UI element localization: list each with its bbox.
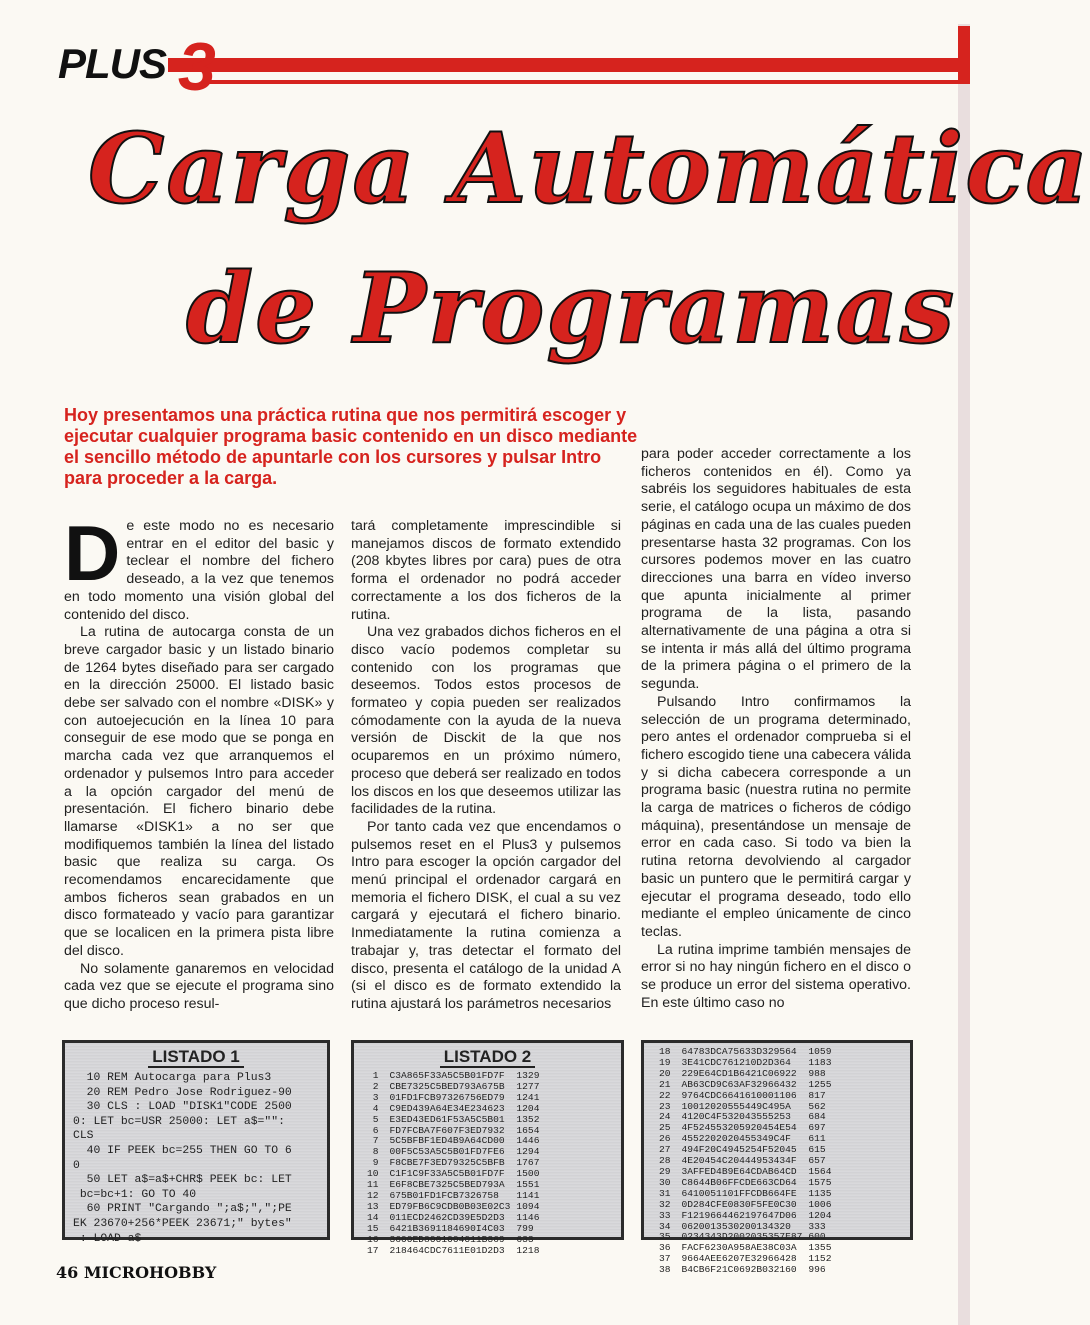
- checksum: 684: [808, 1111, 826, 1123]
- line-number: 11: [367, 1179, 379, 1191]
- hex-data: ED79FB6C9CDB0B03E02C3: [389, 1200, 511, 1212]
- checksum: 1241: [516, 1091, 540, 1103]
- line-number: 35: [659, 1231, 671, 1243]
- listing-row: [656, 1211, 834, 1222]
- hex-data: C8644B06FFCDE663CD64: [681, 1176, 797, 1188]
- hex-data: F1219664462197647D06: [681, 1209, 797, 1221]
- article-intro: [64, 405, 644, 489]
- checksum: 615: [808, 1144, 826, 1156]
- checksum: 817: [808, 1089, 826, 1101]
- listing-3-table: [656, 1047, 834, 1276]
- listing-1-box: [62, 1040, 330, 1245]
- hex-data: 229E64CD1B6421C06922: [681, 1067, 797, 1079]
- checksum: 1654: [516, 1124, 540, 1136]
- checksum: 799: [516, 1222, 534, 1234]
- paragraph: Una vez grabados dichos ficheros en el disco vacío podemos completar su contenido con los programas que deseemos. Todos estos procesos de formateo y copia pueden ser realizados cómodamente con la ayuda de la nueva versión de Disckit de la que nos ocuparemos en un próximo número, proceso que deberá ser realizado en todos los discos en los que deseemos utilizar las facilidades de la rutina.: [351, 624, 621, 818]
- paragraph: No solamente ganaremos en velocidad cada vez que se ejecute el programa sino que dicho proceso resul-: [64, 960, 334, 1012]
- paragraph: Por tanto cada vez que encendamos o pulsemos reset en el Plus3 y pulsemos Intro para escoger la opción cargador del menú principal el ordenador cargará en memoria el fichero DISK, el cual a su vez cargará y ejecutará el fichero binario. Inmediatamente la rutina comienza a trabajar y, tras detectar el formato del disco, presenta el catálogo de la unidad A (si el disco es de formato extendido la rutina ajustará los parámetros necesarios: [351, 818, 621, 1012]
- checksum: 1446: [516, 1135, 540, 1147]
- checksum: 1500: [516, 1168, 540, 1180]
- header-rule: [168, 58, 958, 72]
- paragraph: tará completamente imprescindible si manejamos discos de formato extendido (208 kbytes libres por cara) pues de otra forma el ordenador no podrá acceder correctamente a los dos ficheros de la rutina.: [351, 518, 621, 623]
- checksum: 611: [808, 1133, 826, 1145]
- hex-data: C1F1C9F33A5C5B01FD7F: [389, 1168, 505, 1180]
- line-number: 6: [372, 1124, 379, 1136]
- hex-data: CBE7325C5BED793A675B: [389, 1080, 505, 1092]
- listing-2-box: [351, 1040, 624, 1256]
- hex-data: 0234343D2002035357E87: [681, 1231, 803, 1243]
- checksum: 996: [808, 1264, 826, 1276]
- line-number: 37: [659, 1253, 671, 1265]
- hex-data: 3AFFED4B9E64CDAB64CD: [681, 1165, 797, 1177]
- line-number: 7: [372, 1135, 379, 1147]
- line-number: 38: [659, 1264, 671, 1276]
- hex-data: FD7FCBA7F607F3ED7932: [389, 1124, 505, 1136]
- checksum: 1135: [808, 1187, 832, 1199]
- checksum: 633: [516, 1233, 534, 1245]
- hex-data: 4E20454C20444953434F: [681, 1155, 797, 1167]
- line-number: 23: [659, 1100, 671, 1112]
- checksum: 1355: [808, 1242, 832, 1254]
- checksum: 1277: [516, 1080, 540, 1092]
- listing-2-table: [364, 1071, 542, 1256]
- header-rule-thin: [205, 80, 958, 84]
- line-number: 22: [659, 1089, 671, 1101]
- line-number: 26: [659, 1133, 671, 1145]
- checksum: 1146: [516, 1211, 540, 1223]
- line-number: 19: [659, 1056, 671, 1068]
- line-number: 10: [367, 1168, 379, 1180]
- checksum: 1329: [516, 1070, 540, 1081]
- hex-data: C3A865F33A5C5B01FD7F: [389, 1070, 505, 1081]
- checksum: 1564: [808, 1165, 832, 1177]
- line-number: 4: [372, 1102, 379, 1114]
- hex-data: 6421B3691184690I4C03: [389, 1222, 505, 1234]
- hex-data: B4CB6F21C0692B032160: [681, 1264, 797, 1276]
- checksum: 1218: [516, 1244, 540, 1256]
- paragraph-text: e este modo no es necesario entrar en el editor del basic y teclear el nombre del fichero deseado, a la vez que tenemos en todo momento una visión global del contenido del disco.: [64, 518, 334, 623]
- line-number: 13: [367, 1200, 379, 1212]
- hex-data: 675B01FD1FCB7326758: [389, 1189, 499, 1201]
- paragraph: Pulsando Intro confirmamos la selección de un programa determinado, pero antes el ordenador comprueba si el fichero escogido tiene una cabecera válida y si dicha cabecera corresponde a un programa basic (nuestra rutina no permite la carga de matrices o ficheros de código máquina), presentándose un mensaje de error en cada caso. Si todo va bien la rutina retorna devolviendo al cargador basic un puntero que le permitirá cargar y ejecutar el programa deseado, todo ello mediante el empleo únicamente de cinco teclas.: [641, 693, 911, 940]
- paragraph: [64, 509, 334, 624]
- page-edge-tab: [958, 26, 970, 84]
- listing-row: [364, 1115, 542, 1126]
- hex-data: FACF6230A958AE38C03A: [681, 1242, 797, 1254]
- hex-data: E6F8CBE7325C5BED793A: [389, 1179, 505, 1191]
- line-number: 1: [372, 1070, 379, 1081]
- line-number: 16: [367, 1233, 379, 1245]
- line-number: 30: [659, 1176, 671, 1188]
- drop-cap: D: [64, 509, 121, 597]
- hex-data: E3ED43ED61F53A5C5B01: [389, 1113, 505, 1125]
- checksum: 1551: [516, 1179, 540, 1191]
- hex-data: 3600ED8001004011B369: [389, 1233, 505, 1245]
- line-number: 14: [367, 1211, 379, 1223]
- checksum: 333: [808, 1220, 826, 1232]
- listing-row: [364, 1104, 542, 1115]
- checksum: 1255: [808, 1078, 832, 1090]
- checksum: 1294: [516, 1146, 540, 1158]
- section-label-three: 3: [178, 29, 216, 105]
- listing-row: [656, 1080, 834, 1091]
- listing-2-title: LISTADO 2: [354, 1047, 621, 1067]
- checksum: 988: [808, 1067, 826, 1079]
- line-number: 17: [367, 1244, 379, 1256]
- checksum: 562: [808, 1100, 826, 1112]
- body-column-3: [641, 446, 911, 1013]
- listing-1-code: 10 REM Autocarga para Plus3 20 REM Pedro Jose Rodriguez-90 30 CLS : LOAD "DISK1"CODE 2500 0: LET bc=USR 25000: LET a$="": CLS 40 IF PEEK bc=255 THEN GO TO 6 0 50 LET a$=a$+CHR$ PEEK bc: LET bc=bc+1: GO TO 40 60 PRINT "Cargando ";a$;",";PE EK 23670+256*PEEK 23671;" bytes" : LOAD a$: [73, 1072, 292, 1245]
- line-number: 18: [659, 1046, 671, 1057]
- hex-data: 4F524553205920454E54: [681, 1122, 797, 1134]
- body-column-2: [351, 518, 621, 1014]
- checksum: 1094: [516, 1200, 540, 1212]
- line-number: 24: [659, 1111, 671, 1123]
- hex-data: 3E41CDC761210D2D364: [681, 1056, 791, 1068]
- line-number: 3: [372, 1091, 379, 1103]
- line-number: 29: [659, 1165, 671, 1177]
- hex-data: 4552202020455349C4F: [681, 1133, 791, 1145]
- line-number: 21: [659, 1078, 671, 1090]
- line-number: 9: [372, 1157, 379, 1169]
- checksum: 1152: [808, 1253, 832, 1265]
- line-number: 31: [659, 1187, 671, 1199]
- paragraph: La rutina de autocarga consta de un breve cargador basic y un listado binario de 1264 bytes diseñado para ser cargado en la dirección 25000. El listado basic debe ser salvado con el nombre «DISK» y con autoejecución en la línea 10 para conseguir de ese modo que se ponga en marcha cada vez que arranquemos el ordenador y pulsemos Intro para acceder a la opción cargador del menú de presentación. El fichero binario debe llamarse «DISK1» a no ser que modifiquemos también la línea del listado basic que realiza su carga. Os recomendamos encarecidamente que ambos ficheros sean grabados en un disco formateado y vacío para garantizar que se localicen en la primera pista libre del disco.: [64, 624, 334, 959]
- checksum: 1204: [516, 1102, 540, 1114]
- page-footer: 46 MICROHOBBY: [56, 1263, 217, 1282]
- intro-text: Hoy presentamos una práctica rutina que nos permitirá escoger y ejecutar cualquier programa basic contenido en un disco mediante el sencillo método de apuntarle con los cursores y pulsar Intro para proceder a la carga.: [64, 405, 638, 488]
- line-number: 8: [372, 1146, 379, 1158]
- line-number: 27: [659, 1144, 671, 1156]
- hex-data: 01FD1FCB97326756ED79: [389, 1091, 505, 1103]
- line-number: 20: [659, 1067, 671, 1079]
- line-number: 32: [659, 1198, 671, 1210]
- listing-row: [364, 1246, 542, 1257]
- hex-data: C9ED439A64E34E234623: [389, 1102, 505, 1114]
- paragraph: para poder acceder correctamente a los ficheros contenidos en él). Como ya sabréis los seguidores habituales de esta serie, el catálogo ocupa un máximo de dos páginas en cada una de las cuales pueden presentarse hasta 32 programas. Con los cursores podemos mover en las cuatro direcciones una barra en vídeo inverso que apunta inicialmente al primer programa de la lista, pasando alternativamente de una página a otra si se intenta ir más allá del último programa de la primera página o el primero de la segunda.: [641, 446, 911, 693]
- checksum: 1204: [808, 1209, 832, 1221]
- paragraph: La rutina imprime también mensajes de error si no hay ningún fichero en el disco o se produce un error del sistema operativo. En este último caso no: [641, 941, 911, 1011]
- hex-data: 494F20C4945254F52045: [681, 1144, 797, 1156]
- hex-data: 9664AEE6207E32966428: [681, 1253, 797, 1265]
- checksum: 1141: [516, 1189, 540, 1201]
- hex-data: 00F5C53A5C5B01FD7FE6: [389, 1146, 505, 1158]
- line-number: 2: [372, 1080, 379, 1092]
- hex-data: AB63CD9C63AF32966432: [681, 1078, 797, 1090]
- line-number: 12: [367, 1189, 379, 1201]
- article-title-line1: Carga Automática: [88, 112, 1090, 225]
- checksum: 1006: [808, 1198, 832, 1210]
- checksum: 1059: [808, 1046, 832, 1057]
- listing-row: [656, 1265, 834, 1276]
- article-title-line2: de Programas: [186, 252, 957, 365]
- line-number: 28: [659, 1155, 671, 1167]
- hex-data: 0620013530200134320: [681, 1220, 791, 1232]
- listing-1-title: LISTADO 1: [65, 1047, 327, 1067]
- line-number: 36: [659, 1242, 671, 1254]
- checksum: 657: [808, 1155, 826, 1167]
- hex-data: 4120C4F532043555253: [681, 1111, 791, 1123]
- listing-row: [364, 1235, 542, 1246]
- listing-row: [656, 1200, 834, 1211]
- body-column-1: [64, 509, 334, 1014]
- hex-data: 218464CDC7611E01D2D3: [389, 1244, 505, 1256]
- checksum: 1352: [516, 1113, 540, 1125]
- line-number: 5: [372, 1113, 379, 1125]
- section-label-plus: PLUS: [58, 40, 167, 87]
- line-number: 34: [659, 1220, 671, 1232]
- hex-data: 5C5BFBF1ED4B9A64CD00: [389, 1135, 505, 1147]
- checksum: 1183: [808, 1056, 832, 1068]
- checksum: 1767: [516, 1157, 540, 1169]
- line-number: 25: [659, 1122, 671, 1134]
- hex-data: 011ECD2462CD39E5D2D3: [389, 1211, 505, 1223]
- hex-data: 0D284CFE0830F5FE0C30: [681, 1198, 797, 1210]
- hex-data: F8CBE7F3ED79325C5BFB: [389, 1157, 505, 1169]
- line-number: 15: [367, 1222, 379, 1234]
- hex-data: 9764CDC6641610001106: [681, 1089, 797, 1101]
- checksum: 1575: [808, 1176, 832, 1188]
- listing-3-box: [641, 1040, 913, 1276]
- hex-data: 10012020555449C495A: [681, 1100, 791, 1112]
- listing-row: [656, 1091, 834, 1102]
- listing-row: [364, 1224, 542, 1235]
- hex-data: 64783DCA75633D329564: [681, 1046, 797, 1057]
- line-number: 33: [659, 1209, 671, 1221]
- checksum: 600: [808, 1231, 826, 1243]
- hex-data: 6410051101FFCDB664FE: [681, 1187, 797, 1199]
- checksum: 697: [808, 1122, 826, 1134]
